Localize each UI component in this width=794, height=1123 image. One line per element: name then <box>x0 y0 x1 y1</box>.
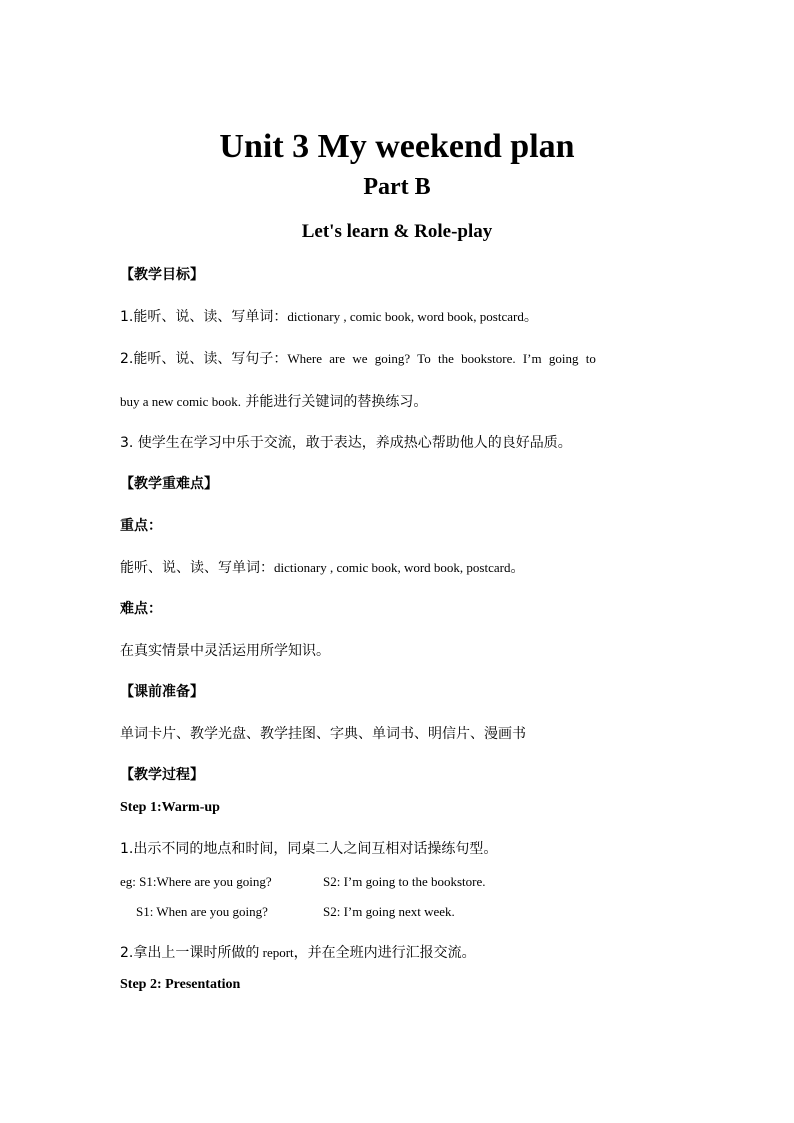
process-heading: 【教学过程】 <box>120 767 204 783</box>
example-line-2b: S2: I’m going next week. <box>323 904 455 919</box>
step-1-item-2-start: 2.拿出上一课时所做的 <box>120 945 260 961</box>
objective-item-3: 3. 使学生在学习中乐于交流，敢于表达，养成热心帮助他人的良好品质。 <box>120 435 572 451</box>
focus-text-label: 能听、说、读、写单词： <box>120 560 274 576</box>
objective-2-label: 2.能听、说、读、写句子： <box>120 351 288 367</box>
step-1-item-1: 1.出示不同的地点和时间，同桌二人之间互相对话操练句型。 <box>120 841 498 857</box>
objective-2-sentences: Where are we going? To the bookstore. I’m going to <box>287 351 596 366</box>
objective-item-2 <box>120 348 596 368</box>
key-points-heading: 【教学重难点】 <box>120 476 218 492</box>
example-line-2a: S1: When are you going? <box>136 904 268 919</box>
objective-item-2-continued <box>120 391 427 411</box>
objective-item-1 <box>120 306 538 326</box>
example-line-1b: S2: I’m going to the bookstore. <box>323 874 486 889</box>
objective-1-label: 1.能听、说、读、写单词： <box>120 309 288 325</box>
difficulty-label: 难点： <box>120 601 162 617</box>
step-1-item-2-report: report <box>259 945 294 960</box>
focus-text <box>120 557 524 577</box>
step-1-item-2 <box>120 942 476 962</box>
objective-1-words: dictionary , comic book, word book, postcard <box>287 309 524 324</box>
step-1-heading: Step 1:Warm-up <box>120 800 220 815</box>
example-line-1a: eg: S1:Where are you going? <box>120 874 272 889</box>
step-1-item-2-end: ，并在全班内进行汇报交流。 <box>293 945 476 961</box>
focus-text-words: dictionary , comic book, word book, postcard <box>274 560 511 575</box>
preparation-heading: 【课前准备】 <box>120 684 204 700</box>
objective-1-end: 。 <box>523 309 538 325</box>
difficulty-text: 在真实情景中灵活运用所学知识。 <box>120 643 330 659</box>
focus-label: 重点： <box>120 518 162 534</box>
objective-2-sentence-end: buy a new comic book. <box>120 394 241 409</box>
lesson-heading: Let's learn & Role-play <box>301 221 493 242</box>
objectives-heading: 【教学目标】 <box>120 267 204 283</box>
objective-2-practice: 并能进行关键词的替换练习。 <box>240 394 428 410</box>
part-heading: Part B <box>363 174 431 200</box>
focus-text-end: 。 <box>510 560 525 576</box>
preparation-text: 单词卡片、教学光盘、教学挂图、字典、单词书、明信片、漫画书 <box>120 726 526 742</box>
step-2-heading: Step 2: Presentation <box>120 977 241 992</box>
document-title: Unit 3 My weekend plan <box>219 128 575 165</box>
